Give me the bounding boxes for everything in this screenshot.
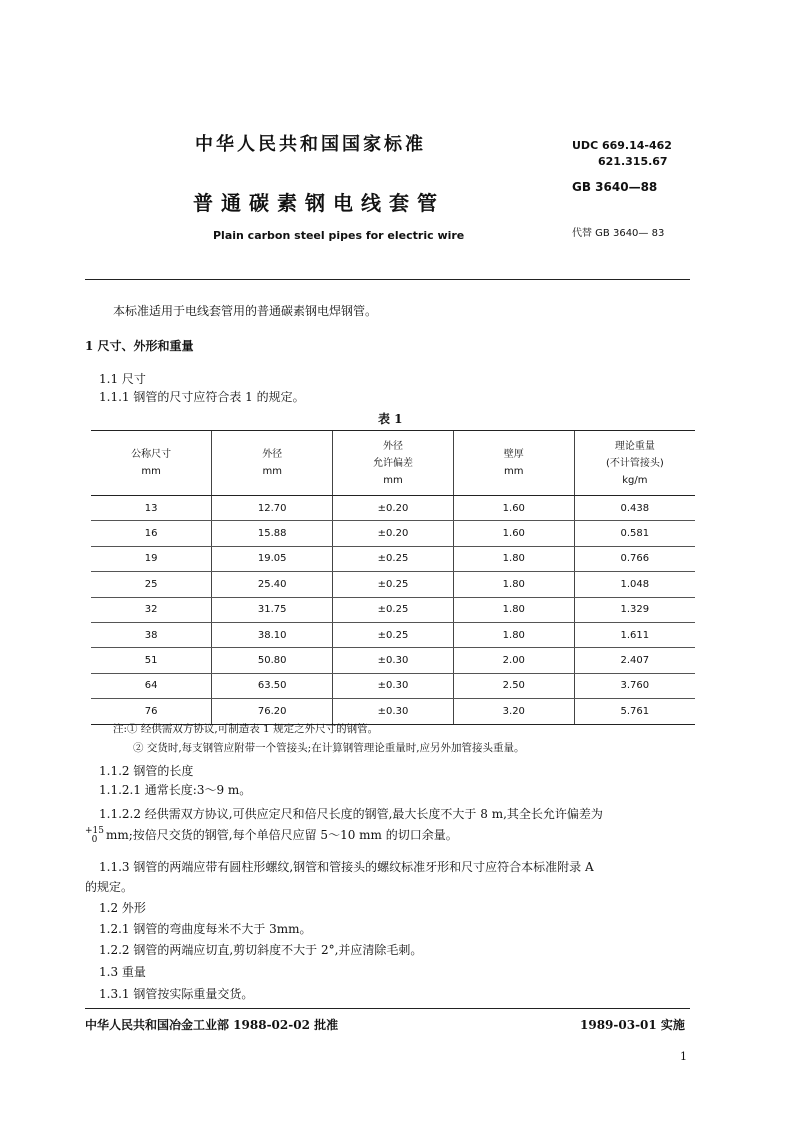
table-row xyxy=(91,521,695,546)
table-row xyxy=(91,648,695,673)
table-row xyxy=(91,597,695,622)
cell-nominal: 25 xyxy=(91,572,212,597)
cell-weight: 5.761 xyxy=(574,699,695,724)
header-text: 理论重量 xyxy=(614,440,655,452)
cell-weight: 0.438 xyxy=(574,496,695,521)
header-text: 外径 xyxy=(262,449,283,460)
header-outer-diameter xyxy=(212,431,333,496)
table-caption: 表 1 xyxy=(378,412,403,426)
header-text: 外径 xyxy=(382,440,403,452)
header-nominal-size xyxy=(91,431,212,496)
cell-wall: 1.60 xyxy=(453,496,574,521)
cell-od: 76.20 xyxy=(212,699,333,724)
header-text: 公称尺寸 xyxy=(131,449,172,460)
header-divider xyxy=(85,279,690,280)
udc-line-2: 621.315.67 xyxy=(598,155,668,168)
replaces-standard: 代替 GB 3640— 83 xyxy=(572,228,665,239)
dimensions-table xyxy=(91,430,695,725)
gb-number: GB 3640—88 xyxy=(572,180,658,194)
cell-wall: 1.80 xyxy=(453,622,574,647)
udc-block xyxy=(572,138,672,170)
effective-date: 1989-03-01 实施 xyxy=(580,1018,685,1032)
cell-tolerance: ±0.20 xyxy=(333,496,454,521)
cell-tolerance: ±0.30 xyxy=(333,699,454,724)
cell-tolerance: ±0.30 xyxy=(333,673,454,698)
cell-nominal: 16 xyxy=(91,521,212,546)
section-1-heading: 1 尺寸、外形和重量 xyxy=(85,339,194,353)
section-1-1-2: 1.1.2 钢管的长度 xyxy=(99,764,194,778)
header-text: 允许偏差 xyxy=(372,457,413,469)
cell-nominal: 76 xyxy=(91,699,212,724)
table-header-row xyxy=(91,431,695,496)
section-1-2-2: 1.2.2 钢管的两端应切直,剪切斜度不大于 2°,并应清除毛刺。 xyxy=(99,943,423,957)
section-1-1-3: 1.1.3 钢管的两端应带有圆柱形螺纹,钢管和管接头的螺纹标准牙形和尺寸应符合本标准附录 A xyxy=(99,860,594,874)
footer-divider xyxy=(85,1008,690,1009)
tolerance-mark xyxy=(85,827,104,845)
cell-od: 50.80 xyxy=(212,648,333,673)
tolerance-lower: 0 xyxy=(91,834,98,845)
header-unit: kg/m xyxy=(622,474,648,486)
cell-weight: 1.611 xyxy=(574,622,695,647)
section-1-1-2-2-text: mm;按倍尺交货的钢管,每个单倍尺应留 5～10 mm 的切口余量。 xyxy=(106,828,458,842)
section-1-3-1: 1.3.1 钢管按实际重量交货。 xyxy=(99,987,254,1001)
cell-od: 25.40 xyxy=(212,572,333,597)
cell-nominal: 19 xyxy=(91,546,212,571)
header-unit: mm xyxy=(504,466,524,477)
cell-wall: 1.80 xyxy=(453,597,574,622)
section-1-1-1: 1.1.1 钢管的尺寸应符合表 1 的规定。 xyxy=(99,390,305,404)
cell-wall: 3.20 xyxy=(453,699,574,724)
section-1-3-heading: 1.3 重量 xyxy=(99,965,146,979)
cell-od: 38.10 xyxy=(212,622,333,647)
cell-tolerance: ±0.30 xyxy=(333,648,454,673)
header-unit: mm xyxy=(383,474,403,486)
cell-weight: 0.766 xyxy=(574,546,695,571)
cell-tolerance: ±0.25 xyxy=(333,622,454,647)
cell-weight: 1.048 xyxy=(574,572,695,597)
header-od-tolerance xyxy=(333,431,454,496)
cell-nominal: 13 xyxy=(91,496,212,521)
cell-tolerance: ±0.25 xyxy=(333,572,454,597)
section-1-2-heading: 1.2 外形 xyxy=(99,901,146,915)
page-number: 1 xyxy=(680,1050,687,1063)
cell-wall: 1.80 xyxy=(453,546,574,571)
cell-od: 31.75 xyxy=(212,597,333,622)
tolerance-upper: +15 xyxy=(85,825,104,836)
header-text: 壁厚 xyxy=(503,449,524,460)
table-row xyxy=(91,572,695,597)
cell-wall: 2.00 xyxy=(453,648,574,673)
cell-weight: 1.329 xyxy=(574,597,695,622)
cell-weight: 0.581 xyxy=(574,521,695,546)
section-1-1-2-1: 1.1.2.1 通常长度:3～9 m。 xyxy=(99,783,252,797)
cell-nominal: 32 xyxy=(91,597,212,622)
header-theoretical-weight xyxy=(574,431,695,496)
cell-tolerance: ±0.25 xyxy=(333,546,454,571)
cell-od: 63.50 xyxy=(212,673,333,698)
table-note-2: ② 交货时,每支钢管应附带一个管接头;在计算钢管理论重量时,应另外加管接头重量。 xyxy=(133,742,525,754)
cell-wall: 1.80 xyxy=(453,572,574,597)
cell-tolerance: ±0.20 xyxy=(333,521,454,546)
section-1-2-1: 1.2.1 钢管的弯曲度每米不大于 3mm。 xyxy=(99,922,312,936)
header-text: (不计管接头) xyxy=(605,457,664,469)
cell-nominal: 51 xyxy=(91,648,212,673)
section-1-1-heading: 1.1 尺寸 xyxy=(99,372,146,386)
cell-od: 15.88 xyxy=(212,521,333,546)
cell-od: 19.05 xyxy=(212,546,333,571)
cell-wall: 2.50 xyxy=(453,673,574,698)
cell-od: 12.70 xyxy=(212,496,333,521)
cell-tolerance: ±0.25 xyxy=(333,597,454,622)
header-unit: mm xyxy=(141,466,161,477)
table-row xyxy=(91,622,695,647)
cell-weight: 3.760 xyxy=(574,673,695,698)
udc-line-1: UDC 669.14-462 xyxy=(572,139,672,152)
header-wall-thickness xyxy=(453,431,574,496)
table-row xyxy=(91,496,695,521)
table-row xyxy=(91,673,695,698)
scope-paragraph: 本标准适用于电线套管用的普通碳素钢电焊钢管。 xyxy=(113,304,378,318)
document-subtitle: Plain carbon steel pipes for electric wire xyxy=(213,229,465,242)
cell-nominal: 38 xyxy=(91,622,212,647)
approval-line: 中华人民共和国冶金工业部 1988-02-02 批准 xyxy=(85,1018,339,1032)
section-1-1-2-2: 1.1.2.2 经供需双方协议,可供应定尺和倍尺长度的钢管,最大长度不大于 8 m,其全长允许偏差为 xyxy=(99,807,603,821)
header-unit: mm xyxy=(262,466,282,477)
cell-weight: 2.407 xyxy=(574,648,695,673)
table-note-1: 注:① 经供需双方协议,可制造表 1 规定之外尺寸的钢管。 xyxy=(113,723,379,735)
section-1-1-2-2-cont xyxy=(85,826,458,845)
document-title: 普通碳素钢电线套管 xyxy=(193,191,445,215)
section-1-1-3-cont: 的规定。 xyxy=(85,880,134,894)
cell-wall: 1.60 xyxy=(453,521,574,546)
cell-nominal: 64 xyxy=(91,673,212,698)
standard-title: 中华人民共和国国家标准 xyxy=(195,134,426,155)
table-row xyxy=(91,546,695,571)
